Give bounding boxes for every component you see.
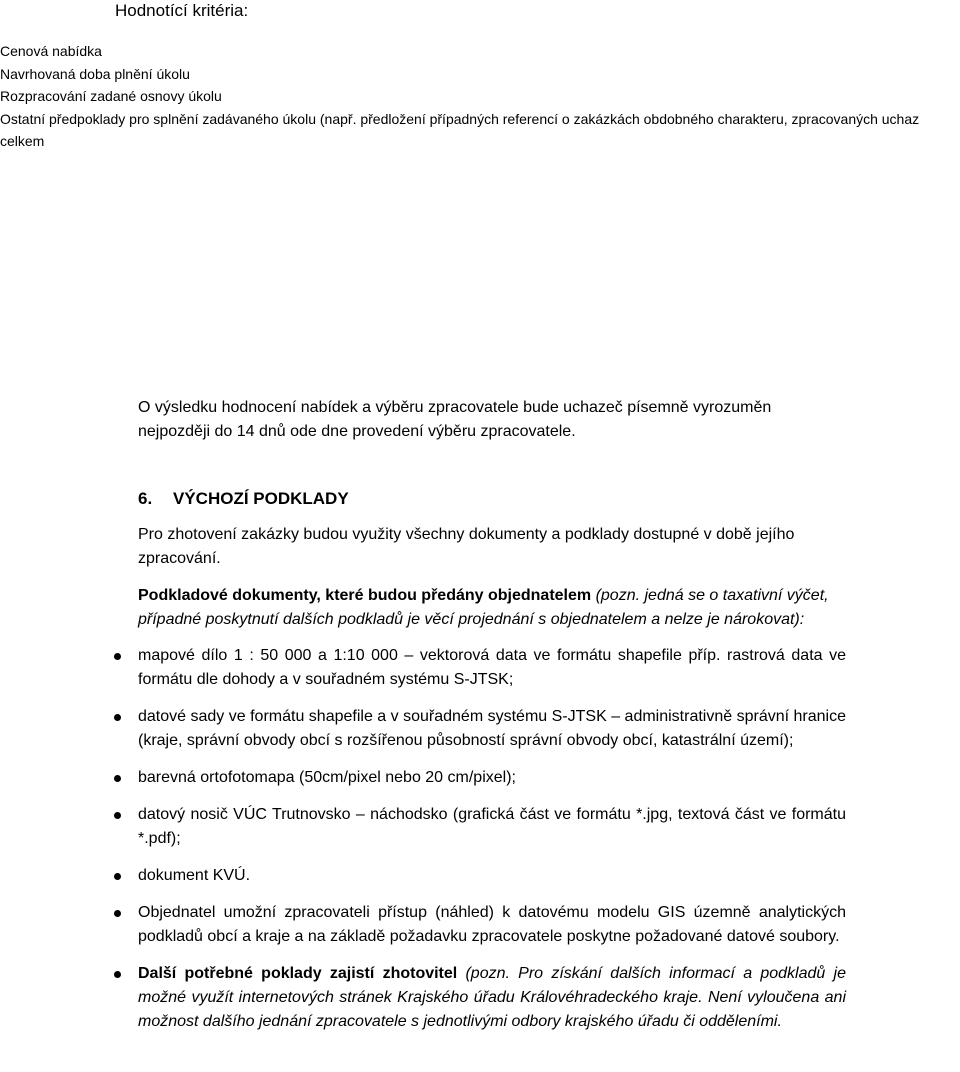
bullet-icon [114,775,121,782]
list-item [138,803,846,851]
section-intro: Pro zhotovení zakázky budou využity všechny dokumenty a podklady dostupné v době jejího zpracování. [138,526,795,567]
main-content [138,396,846,1047]
criteria-item-price: Cenová nabídka [0,43,102,59]
criteria-list [0,40,960,153]
list-item-text: mapové dílo 1 : 50 000 a 1:10 000 – vektorová data ve formátu shapefile příp. rastrová data ve formátu dle dohody a v souřadném systému S-JTSK; [138,647,846,688]
list-item-text: Objednatel umožní zpracovateli přístup (náhled) k datovému modelu GIS územně analytických podkladů obcí a kraje a na základě požadavku zpracovatele poskytne požadované datové soubory. [138,904,846,945]
docs-heading: Podkladové dokumenty, které budou předány objednatelem [138,587,592,604]
list-item-text: dokument KVÚ. [138,867,251,884]
section-title: VÝCHOZÍ PODKLADY [173,489,349,508]
bullet-icon [114,873,121,880]
result-notice: O výsledku hodnocení nabídek a výběru zpracovatele bude uchazeč písemně vyrozuměn nejpozději do 14 dnů ode dne provedení výběru zpracovatele. [138,399,772,440]
criteria-title: Hodnotící kritéria: [115,1,249,20]
list-item-text: barevná ortofotomapa (50cm/pixel nebo 20 cm/pixel); [138,769,516,786]
list-item-text: datový nosič VÚC Trutnovsko – náchodsko (grafická část ve formátu *.jpg, textová část ve formátu *.pdf); [138,806,846,847]
list-item-contractor [138,962,846,1034]
section-heading [138,487,846,511]
criteria-item-other: Ostatní předpoklady pro splnění zadávaného úkolu (např. předložení případných referencí o zakázkách obdobného charakteru, zpracovaných uchaz [0,110,920,127]
docs-paragraph [138,584,846,632]
list-item [138,705,846,753]
bullet-icon [114,971,121,978]
docs-list [138,644,846,1034]
list-item [138,864,846,888]
docs-note: (pozn. jedná se o taxativní výčet, případné poskytnutí dalších podkladů je věcí projednání s objednatelem a nelze je nárokovat): [138,587,829,628]
bullet-icon [114,812,121,819]
contractor-note: (pozn. Pro získání dalších informací a podkladů je možné využít internetových stránek Krajského úřadu Královéhradeckého kraje. Není vyloučena ani možnost dalšího jednání zpracovatele s jednotlivými odbory krajského úřadu či odděleními. [138,965,846,1030]
list-item [138,766,846,790]
criteria-item-total: celkem [0,133,45,149]
criteria-item-outline: Rozpracování zadané osnovy úkolu [0,88,222,104]
list-item [138,644,846,692]
contractor-bold-text: Další potřebné poklady zajistí zhotovitel [138,965,458,982]
list-item [138,901,846,949]
bullet-icon [114,910,121,917]
criteria-item-duration: Navrhovaná doba plnění úkolu [0,65,190,82]
bullet-icon [114,653,121,660]
bullet-icon [114,714,121,721]
section-number: 6. [138,489,153,508]
list-item-text: datové sady ve formátu shapefile a v souřadném systému S-JTSK – administrativně správní hranice (kraje, správní obvody obcí s rozšířenou působností správní obvody obcí, katastrální území); [138,708,846,749]
